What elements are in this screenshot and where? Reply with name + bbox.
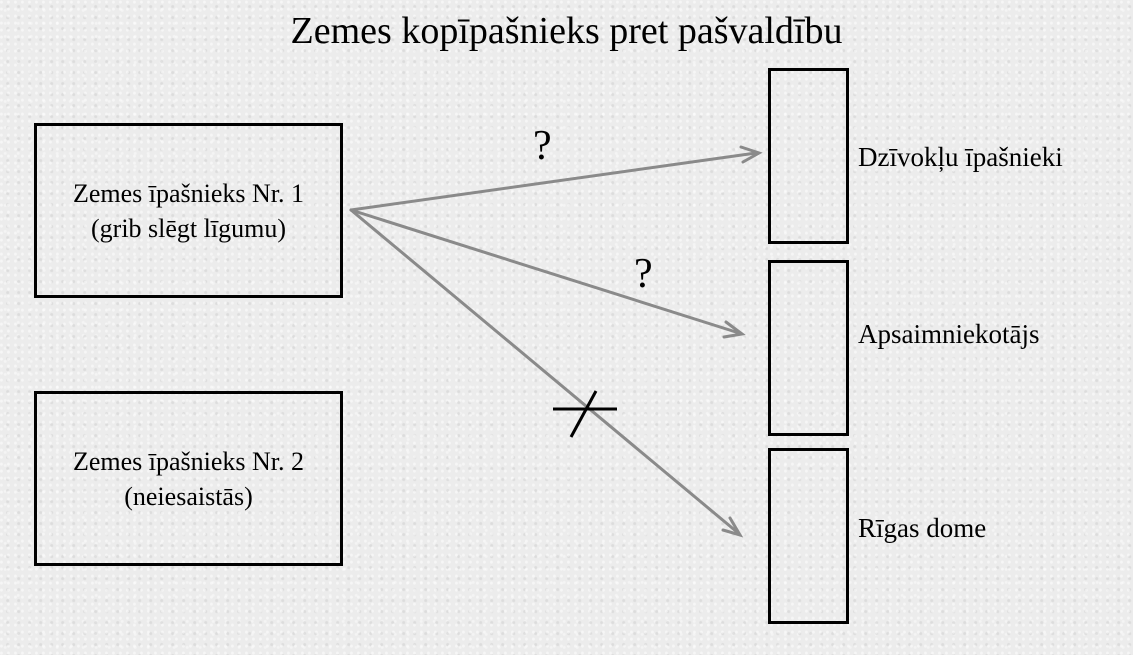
arrow-to-riga-council [351, 210, 740, 535]
question-mark-manager: ? [634, 251, 653, 297]
party-riga-council-label: Rīgas dome [858, 513, 987, 543]
question-mark-apartment-owners: ? [533, 123, 552, 169]
arrow-to-apartment-owners [351, 147, 759, 210]
arrow-to-manager [351, 210, 742, 337]
slide-title: Zemes kopīpašnieks pret pašvaldību [290, 10, 843, 52]
owner-2-note: (neiesaistās) [124, 481, 253, 511]
party-apartment-owners-label: Dzīvokļu īpašnieki [858, 142, 1063, 172]
owner-2-name: Zemes īpašnieks Nr. 2 [72, 446, 305, 476]
owner-1-note: (grib slēgt līgumu) [91, 213, 286, 243]
party-manager-label: Apsaimniekotājs [858, 319, 1040, 349]
owner-1-name: Zemes īpašnieks Nr. 1 [72, 178, 305, 208]
